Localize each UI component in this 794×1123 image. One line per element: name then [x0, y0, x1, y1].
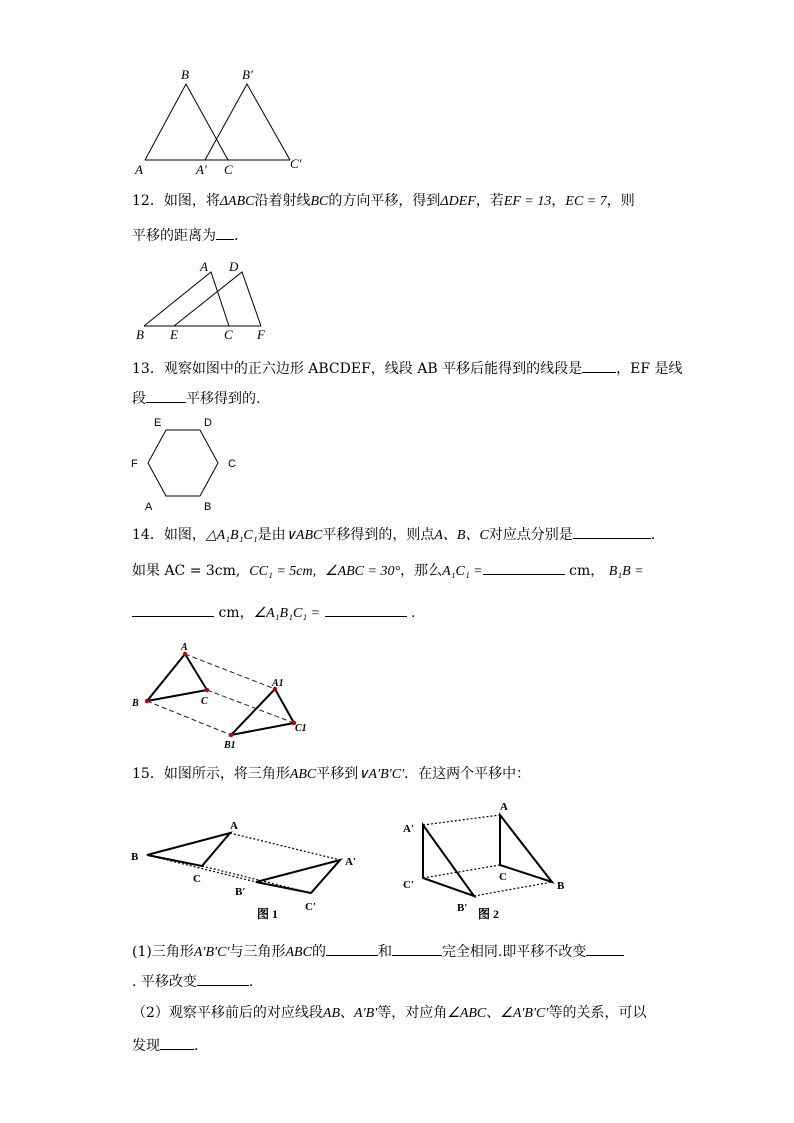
label-B-prime: B′	[235, 886, 246, 898]
q14-line3	[132, 602, 415, 624]
q15-text: 与三角形	[229, 944, 286, 960]
q13-line1	[132, 358, 682, 379]
q15-text: ．在这两个平移中：	[404, 766, 531, 782]
q13-text: ，EF 是线	[616, 361, 683, 377]
q14-text: 如果 AC = 3cm,	[132, 563, 241, 579]
label-C: C	[499, 871, 507, 883]
q14-triangle-abc: ∨ABC	[285, 528, 323, 543]
q14-text: 是由	[257, 527, 286, 543]
q15-text: 和	[377, 944, 392, 960]
q14-points: A、B、C	[434, 528, 489, 543]
label-C: C	[228, 458, 236, 470]
answer-blank[interactable]	[132, 602, 214, 617]
label-A: A	[500, 801, 508, 813]
label-E: E	[170, 327, 178, 342]
label-A: A	[135, 162, 143, 177]
q12-number: 12．	[132, 193, 164, 209]
answer-blank[interactable]	[483, 560, 565, 575]
q15-abc: ABC	[289, 767, 317, 782]
q14-text: cm，	[218, 605, 254, 621]
q12-triangle-def: ΔDEF	[440, 194, 476, 209]
q15-angle-a-prime: ∠A′B′C′	[500, 1006, 549, 1021]
q13-text: 段	[132, 391, 146, 407]
q12-ec-value: EC = 7	[565, 194, 607, 209]
q12-text: ，	[551, 193, 566, 209]
q15-text: 的	[311, 944, 326, 960]
q14-text: 14．如图，	[132, 527, 206, 543]
q15-a-prime-b-prime: A′B′	[354, 1006, 378, 1021]
label-B-prime: B′	[457, 902, 468, 914]
label-B: B	[557, 880, 565, 892]
label-D: D	[229, 259, 239, 274]
answer-blank[interactable]	[392, 941, 442, 956]
q15-part1-line2	[132, 971, 253, 992]
label-A: A	[230, 820, 238, 832]
label-C-prime: C′	[290, 156, 302, 171]
q14-a1c1: A₁C₁ =	[442, 564, 483, 579]
label-C: C	[201, 696, 208, 707]
q13-text: 平移得到的.	[186, 391, 261, 407]
q15-part2-line1	[132, 1003, 646, 1024]
label-C-prime: C′	[305, 901, 317, 913]
label-F: F	[131, 458, 138, 470]
q15-text: . 平移改变	[132, 974, 197, 990]
figure-hexagon	[148, 430, 218, 496]
q15-part1-line1	[132, 941, 624, 963]
label-B: B	[181, 67, 189, 82]
q12-line2	[132, 225, 238, 246]
q14-text: ，那么	[400, 563, 443, 579]
q12-text: 如图，将	[163, 193, 220, 209]
label-A: A	[200, 259, 208, 274]
q12-line1	[132, 191, 635, 212]
q14-text: 平移得到的，则点	[322, 527, 435, 543]
q15-abc: ABC	[285, 945, 312, 960]
label-B1: B1	[224, 740, 236, 751]
q14-angle-a1b1c1: ∠A₁B₁C₁ =	[253, 606, 321, 621]
q14-text: cm，	[569, 563, 605, 579]
answer-blank[interactable]	[573, 524, 651, 539]
q12-text: 的方向平移，得到	[328, 193, 441, 209]
answer-blank[interactable]	[216, 225, 234, 240]
label-A1: A1	[272, 678, 284, 689]
answer-blank[interactable]	[582, 358, 616, 373]
q14-b1b: B₁B =	[608, 564, 644, 579]
label-A: A	[181, 642, 188, 653]
label-A-prime: A′	[196, 162, 207, 177]
q15-ab: AB	[322, 1006, 341, 1021]
q14-line2	[132, 560, 644, 582]
q15-line1	[132, 764, 530, 785]
answer-blank[interactable]	[197, 971, 249, 986]
q14-triangle-a1b1c1: △A₁B₁C₁	[205, 528, 258, 543]
q15-text: （2）观察平移前后的对应线段	[132, 1005, 323, 1021]
q15-text: 、	[340, 1005, 355, 1021]
q12-text: ，则	[606, 193, 635, 209]
q12-ray-bc: BC	[310, 194, 329, 209]
answer-blank[interactable]	[146, 388, 186, 403]
q15-text: 15．如图所示，将三角形	[132, 766, 290, 782]
figure-q12-triangles	[144, 272, 261, 326]
figure-q15-fig2	[423, 815, 552, 896]
label-E: E	[154, 417, 162, 429]
answer-blank[interactable]	[160, 1035, 194, 1050]
q15-a-prime: A′B′C′	[193, 945, 230, 960]
fig1-caption: 图 1	[257, 907, 279, 921]
q12-ef-value: EF = 13	[503, 194, 552, 209]
q15-text: 等的关系，可以	[548, 1005, 647, 1021]
q14-line1	[132, 524, 655, 546]
q15-text: (1)三角形	[132, 944, 194, 960]
q15-text: 发现	[132, 1038, 160, 1054]
q14-angle-abc: ∠ABC = 30°	[325, 564, 401, 579]
q15-part2-line2	[132, 1035, 198, 1056]
q15-text: 、	[486, 1005, 501, 1021]
label-C1: C1	[295, 723, 307, 734]
figure-q15-fig1	[147, 833, 340, 893]
label-B: B	[131, 851, 139, 863]
label-A-prime: A′	[345, 856, 357, 868]
label-F: F	[257, 327, 265, 342]
answer-blank[interactable]	[586, 941, 624, 956]
q15-text: 完全相同.即平移不改变	[441, 944, 587, 960]
label-C: C	[224, 162, 233, 177]
label-D: D	[204, 417, 212, 429]
answer-blank[interactable]	[325, 602, 407, 617]
q15-text: .	[248, 974, 254, 990]
q15-text: 平移到	[316, 766, 359, 782]
q14-text: .	[650, 527, 656, 543]
q14-text: 对应点分别是	[488, 527, 573, 543]
q15-triangle-a-prime: ∨A′B′C′	[358, 767, 405, 782]
label-C-prime: C′	[403, 879, 415, 891]
figure-q14-translation	[145, 652, 296, 737]
q13-text: 13．观察如图中的正六边形 ABCDEF，线段 AB 平移后能得到的线段是	[132, 361, 583, 377]
q14-text: .	[411, 605, 416, 621]
q15-text: .	[194, 1038, 199, 1054]
q12-triangle-abc: ΔABC	[219, 194, 255, 209]
label-B: B	[204, 501, 212, 513]
q12-text: .	[234, 228, 239, 244]
fig2-caption: 图 2	[478, 907, 500, 921]
label-A: A	[145, 501, 153, 513]
label-B-prime: B′	[242, 67, 253, 82]
label-A-prime: A′	[403, 823, 415, 835]
q14-cc1-value: CC₁ = 5cm,	[249, 564, 317, 579]
q15-text: 等，对应角	[377, 1005, 448, 1021]
q12-text: 沿着射线	[254, 193, 311, 209]
label-C: C	[224, 327, 233, 342]
answer-blank[interactable]	[326, 941, 378, 956]
q15-angle-abc: ∠ABC	[447, 1006, 487, 1021]
figure-overlapping-triangles	[145, 84, 290, 160]
q12-text: ，若	[475, 193, 504, 209]
label-B: B	[132, 698, 139, 709]
q13-line2	[132, 388, 260, 409]
q12-text: 平移的距离为	[132, 228, 216, 244]
label-C: C	[193, 873, 201, 885]
label-B: B	[136, 327, 144, 342]
